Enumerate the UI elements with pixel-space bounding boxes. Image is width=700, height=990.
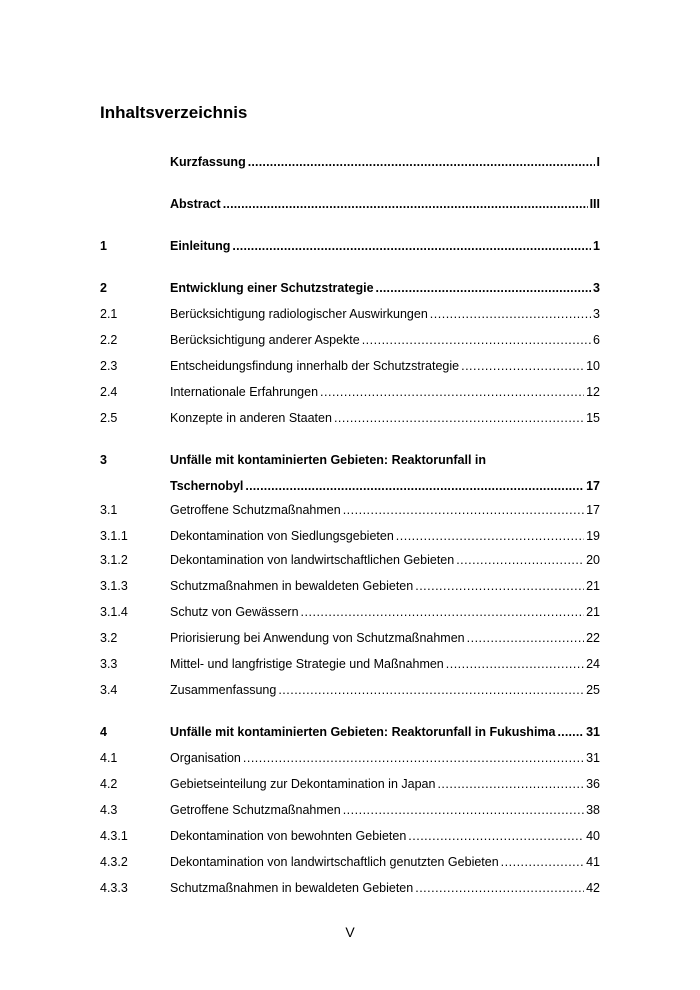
- toc-entry[interactable]: [100, 194, 600, 214]
- dot-leader: [501, 852, 584, 872]
- toc-entry[interactable]: [100, 408, 600, 428]
- dot-leader: [446, 654, 584, 674]
- toc-entry-title: Unfälle mit kontaminierten Gebieten: Reaktorunfall in Fukushima: [170, 725, 556, 739]
- dot-leader: [362, 330, 591, 350]
- toc-entry-page: 25: [586, 683, 600, 697]
- toc-entry-page: 31: [586, 725, 600, 739]
- toc-entry-page: 21: [586, 579, 600, 593]
- toc-entry-number: 4.1: [100, 751, 118, 765]
- toc-entry-title: Gebietseinteilung zur Dekontamination in Japan: [170, 777, 436, 791]
- toc-entry[interactable]: [100, 602, 600, 622]
- toc-entry-title: Berücksichtigung radiologischer Auswirkungen: [170, 307, 428, 321]
- toc-entry[interactable]: [100, 826, 600, 846]
- page-title: Inhaltsverzeichnis: [100, 103, 248, 122]
- toc-entry-number: 3.1: [100, 503, 118, 517]
- toc-entry-number: 3.1.2: [100, 553, 128, 567]
- dot-leader: [232, 236, 591, 256]
- toc-entry[interactable]: [100, 576, 600, 596]
- toc-entry-page: 3: [593, 307, 600, 321]
- toc-entry-title: Dekontamination von Siedlungsgebieten: [170, 529, 394, 543]
- toc-entry-title: Mittel- und langfristige Strategie und Maßnahmen: [170, 657, 444, 671]
- toc-entry[interactable]: [100, 852, 600, 872]
- toc-entry[interactable]: [100, 680, 600, 700]
- toc-entry-page: 6: [593, 333, 600, 347]
- toc-entry-title: Dekontamination von landwirtschaftlich genutzten Gebieten: [170, 855, 499, 869]
- toc-entry-number: 2.1: [100, 307, 118, 321]
- toc-entry[interactable]: [100, 774, 600, 794]
- dot-leader: [223, 194, 588, 214]
- toc-entry-title: Schutz von Gewässern: [170, 605, 299, 619]
- dot-leader: [245, 476, 584, 496]
- dot-leader: [437, 774, 584, 794]
- toc-entry-page: 31: [586, 751, 600, 765]
- toc-entry[interactable]: [100, 800, 600, 820]
- toc-entry-title: Organisation: [170, 751, 241, 765]
- toc-entry[interactable]: [100, 476, 600, 496]
- toc-entry[interactable]: [100, 382, 600, 402]
- toc-entry-page: 24: [586, 657, 600, 671]
- toc-entry-page: 40: [586, 829, 600, 843]
- dot-leader: [248, 152, 595, 172]
- toc-entry-title: Tschernobyl: [170, 479, 244, 493]
- dot-leader: [301, 602, 585, 622]
- toc-entry-page: 3: [593, 281, 600, 295]
- toc-entry[interactable]: [100, 550, 600, 570]
- dot-leader: [456, 550, 584, 570]
- toc-entry-page: 22: [586, 631, 600, 645]
- toc-entry-title: Kurzfassung: [170, 155, 246, 169]
- toc-entry-number: 2: [100, 281, 107, 295]
- toc-entry[interactable]: [100, 304, 600, 324]
- toc-entry-page: 36: [586, 777, 600, 791]
- toc-entry-title: Konzepte in anderen Staaten: [170, 411, 332, 425]
- toc-entry-number: 3.4: [100, 683, 118, 697]
- toc-entry-title: Priorisierung bei Anwendung von Schutzmaßnahmen: [170, 631, 465, 645]
- toc-entry[interactable]: [100, 236, 600, 256]
- dot-leader: [557, 722, 584, 742]
- toc-entry[interactable]: [100, 278, 600, 298]
- toc-entry-number: 2.5: [100, 411, 118, 425]
- toc-entry-page: 17: [586, 503, 600, 517]
- toc-entry[interactable]: [100, 878, 600, 898]
- toc-entry[interactable]: [100, 748, 600, 768]
- toc-entry-title: Dekontamination von bewohnten Gebieten: [170, 829, 407, 843]
- toc-entry-page: 20: [586, 553, 600, 567]
- toc-entry-page: III: [589, 197, 600, 211]
- dot-leader: [430, 304, 591, 324]
- toc-entry-page: 10: [586, 359, 600, 373]
- dot-leader: [334, 408, 584, 428]
- toc-entry-title: Entwicklung einer Schutzstrategie: [170, 281, 374, 295]
- toc-entry-number: 3.2: [100, 631, 118, 645]
- toc-entry-page: 41: [586, 855, 600, 869]
- dot-leader: [376, 278, 592, 298]
- toc-entry-page: 19: [586, 529, 600, 543]
- toc-entry-title: Entscheidungsfindung innerhalb der Schutzstrategie: [170, 359, 460, 373]
- toc-entry[interactable]: [100, 628, 600, 648]
- toc-entry-number: 3.1.3: [100, 579, 128, 593]
- toc-entry-title: Einleitung: [170, 239, 231, 253]
- toc-entry-title: Internationale Erfahrungen: [170, 385, 319, 399]
- toc-entry[interactable]: [100, 500, 600, 520]
- toc-entry-title: Schutzmaßnahmen in bewaldeten Gebieten: [170, 881, 414, 895]
- toc-entry-number: 4.3.3: [100, 881, 128, 895]
- toc-entry[interactable]: [100, 152, 600, 172]
- toc-entry-number: 2.3: [100, 359, 118, 373]
- dot-leader: [343, 800, 584, 820]
- toc-entry-title: Unfälle mit kontaminierten Gebieten: Reaktorunfall in: [170, 453, 487, 467]
- dot-leader: [396, 526, 584, 546]
- toc-entry-number: 1: [100, 239, 107, 253]
- toc-entry-page: 42: [586, 881, 600, 895]
- toc-entry[interactable]: [100, 526, 600, 546]
- dot-leader: [461, 356, 584, 376]
- toc-entry-page: 38: [586, 803, 600, 817]
- toc-entry-title: Abstract: [170, 197, 221, 211]
- toc-entry-page: 17: [586, 479, 600, 493]
- toc-entry-number: 4.2: [100, 777, 118, 791]
- dot-leader: [408, 826, 584, 846]
- toc-entry-title: Zusammenfassung: [170, 683, 277, 697]
- dot-leader: [278, 680, 584, 700]
- toc-entry-number: 2.2: [100, 333, 118, 347]
- toc-entry-page: I: [596, 155, 600, 169]
- toc-entry-number: 4.3.2: [100, 855, 128, 869]
- toc-entry-number: 4.3: [100, 803, 118, 817]
- toc-entry[interactable]: [100, 654, 600, 674]
- page-number: V: [345, 924, 355, 940]
- toc-entry-title: Getroffene Schutzmaßnahmen: [170, 803, 341, 817]
- dot-leader: [415, 576, 584, 596]
- dot-leader: [343, 500, 584, 520]
- toc-entry-title: Berücksichtigung anderer Aspekte: [170, 333, 360, 347]
- dot-leader: [320, 382, 584, 402]
- toc-entry-number: 3.1.4: [100, 605, 128, 619]
- toc-entry-number: 3.3: [100, 657, 118, 671]
- toc-entry-page: 12: [586, 385, 600, 399]
- dot-leader: [467, 628, 584, 648]
- toc-entry-number: 4: [100, 725, 107, 739]
- dot-leader: [243, 748, 584, 768]
- toc-entry-page: 21: [586, 605, 600, 619]
- toc-entry-number: 3.1.1: [100, 529, 128, 543]
- toc-entry-page: 15: [586, 411, 600, 425]
- toc-entry-title: Dekontamination von landwirtschaftlichen Gebieten: [170, 553, 455, 567]
- toc-entry-line: [100, 450, 600, 470]
- toc-entry[interactable]: [100, 722, 600, 742]
- toc-entry-number: 3: [100, 453, 107, 467]
- toc-entry[interactable]: [100, 330, 600, 350]
- toc-entry-page: 1: [593, 239, 600, 253]
- toc-entry-number: 4.3.1: [100, 829, 128, 843]
- toc-entry-title: Schutzmaßnahmen in bewaldeten Gebieten: [170, 579, 414, 593]
- toc-entry-title: Getroffene Schutzmaßnahmen: [170, 503, 341, 517]
- toc-entry-number: 2.4: [100, 385, 118, 399]
- toc-entry[interactable]: [100, 356, 600, 376]
- dot-leader: [415, 878, 584, 898]
